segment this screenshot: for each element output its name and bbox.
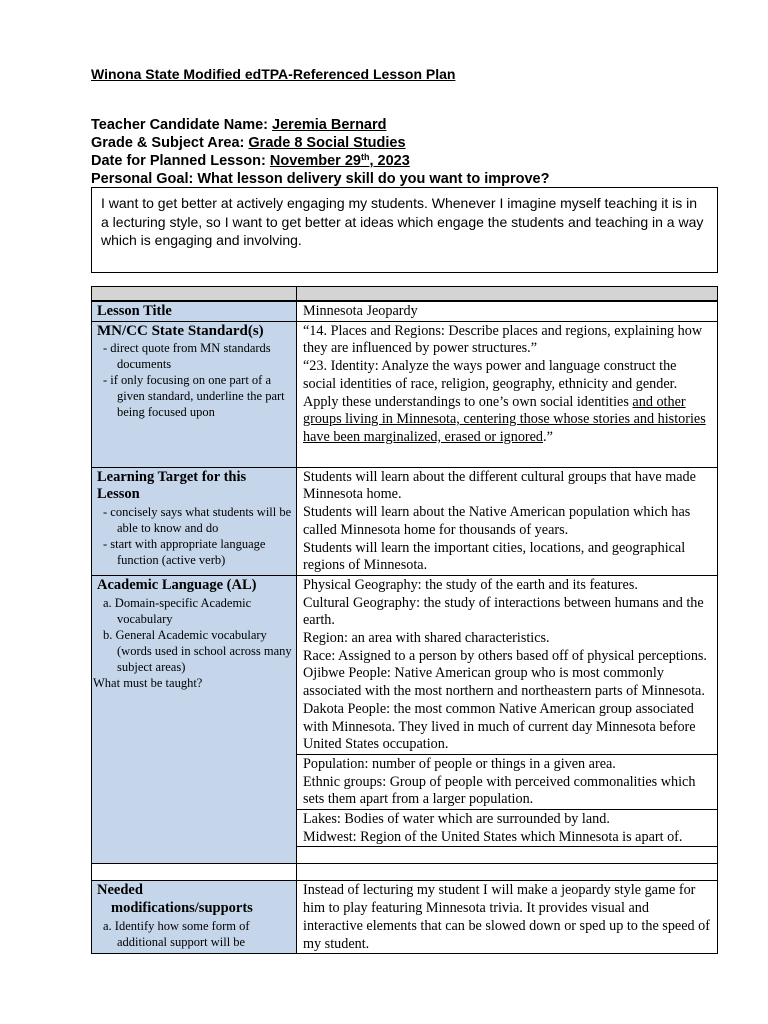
vocab-item: Dakota People: the most common Native American group associated with Minnesota. They lived in much of current day Minnesota before United States occupation. <box>303 700 696 753</box>
lesson-title-label: Lesson Title <box>97 303 172 319</box>
lesson-date-line <box>91 152 410 170</box>
personal-goal-box <box>91 187 718 273</box>
grade-subject-label: Grade & Subject Area: <box>91 135 249 151</box>
label-cell <box>92 302 297 322</box>
standard-14-text: “14. Places and Regions: Describe places and regions, explaining how they are influenced by power structures.” <box>303 322 703 357</box>
table-row-academic-language-1 <box>92 575 718 754</box>
table-gray-header-row <box>91 286 718 301</box>
label-cell <box>92 575 297 864</box>
vocab-item: Race: Assigned to a person by others based off of physical perceptions. <box>303 647 707 664</box>
table-row-lesson-title <box>92 302 718 322</box>
academic-language-note-a: a. Domain-specific Academic vocabulary <box>103 595 252 626</box>
grade-subject-line <box>91 134 406 152</box>
personal-goal-label: Personal Goal: What lesson delivery skill do you want to improve? <box>91 171 550 187</box>
vocab-item: Ojibwe People: Native American group who is most commonly associated with the most northern and northeastern parts of Minnesota. <box>303 665 705 700</box>
value-cell <box>297 467 718 575</box>
modifications-label-line-1: Needed <box>97 882 143 899</box>
value-cell <box>297 881 718 954</box>
modifications-value: Instead of lecturing my student I will make a jeopardy style game for him to play featuring Minnesota trivia. It provides visual and interactive elements that can be slowed down or sped up to the speed of my student. <box>303 882 710 952</box>
lesson-date-main: November 29 <box>269 153 361 169</box>
lesson-date-ordinal: th <box>360 152 370 162</box>
value-cell <box>297 754 718 809</box>
value-cell <box>297 302 718 322</box>
standard-23-part-c: .” <box>543 428 553 445</box>
academic-language-note-b: b. General Academic vocabulary (words used in school across many subject areas) <box>103 627 292 674</box>
lesson-date-label: Date for Planned Lesson: <box>91 153 270 169</box>
value-cell <box>297 321 718 467</box>
vocab-item: Midwest: Region of the United States which Minnesota is apart of. <box>303 828 683 845</box>
personal-goal-text: I want to get better at actively engaging my students. Whenever I imagine myself teaching it is in a lecturing style, so I want to get better at ideas which engage the students and teaching in a way which is engaging and involving. <box>101 195 704 248</box>
table-row-modifications <box>92 881 718 954</box>
empty-cell <box>92 864 297 881</box>
standards-label: MN/CC State Standard(s) <box>97 322 264 339</box>
standard-23-underlined: and other groups living in Minnesota, centering those whose stories and histories have been marginalized, erased or ignored <box>303 393 706 445</box>
table-row-spacer <box>92 864 718 881</box>
table-row-standards <box>92 321 718 467</box>
learning-target-note-1: - concisely says what students will be able to know and do <box>103 505 292 536</box>
modifications-label-line-2: modifications/supports <box>111 900 253 917</box>
grade-subject-value: Grade 8 Social Studies <box>248 135 406 151</box>
label-cell <box>92 467 297 575</box>
lesson-title-value: Minnesota Jeopardy <box>303 303 418 319</box>
standards-note-1: - direct quote from MN standards documents <box>103 341 271 372</box>
document-title: Winona State Modified edTPA-Referenced Lesson Plan <box>91 66 456 82</box>
empty-value-cell <box>297 847 718 864</box>
learning-target-item: Students will learn about the different cultural groups that have made Minnesota home. <box>303 468 696 503</box>
candidate-name-label: Teacher Candidate Name: <box>91 117 273 133</box>
lesson-plan-table <box>91 301 718 954</box>
academic-language-note-c: What must be taught? <box>93 675 203 690</box>
vocab-item: Ethnic groups: Group of people with perceived commonalities which sets them apart from a larger population. <box>303 773 696 808</box>
vocab-item: Lakes: Bodies of water which are surrounded by land. <box>303 811 610 828</box>
academic-language-label: Academic Language (AL) <box>97 576 257 593</box>
vocab-item: Region: an area with shared characteristics. <box>303 630 550 647</box>
candidate-name-value: Jeremia Bernard <box>272 117 387 133</box>
vocab-item: Physical Geography: the study of the earth and its features. <box>303 576 638 593</box>
lesson-date-value <box>270 153 410 169</box>
learning-target-item: Students will learn the important cities, locations, and geographical regions of Minnesota. <box>303 539 686 574</box>
standards-note-2: - if only focusing on one part of a given standard, underline the part being focused upon <box>103 373 285 420</box>
vocab-item: Population: number of people or things in a given area. <box>303 755 616 772</box>
modifications-note-a: a. Identify how some form of additional support will be <box>103 918 250 949</box>
vocab-item: Cultural Geography: the study of interactions between humans and the earth. <box>303 594 704 629</box>
label-cell <box>92 321 297 467</box>
learning-target-label: Learning Target for this Lesson <box>97 468 247 503</box>
learning-target-note-2: - start with appropriate language function (active verb) <box>103 537 266 568</box>
empty-cell <box>297 864 718 881</box>
label-cell <box>92 881 297 954</box>
candidate-name-line <box>91 116 387 134</box>
table-row-learning-target <box>92 467 718 575</box>
learning-target-item: Students will learn about the Native American population which has called Minnesota home for thousands of years. <box>303 504 691 538</box>
value-cell <box>297 575 718 754</box>
standard-23-text <box>303 358 711 447</box>
value-cell <box>297 810 718 847</box>
standard-23-part-a: “23. Identity: Analyze the ways power and language construct the social identities of race, religion, geography, ethnicity and gender. Apply these understandings to one’s own social identities <box>303 358 678 410</box>
lesson-date-year: , 2023 <box>369 153 410 169</box>
